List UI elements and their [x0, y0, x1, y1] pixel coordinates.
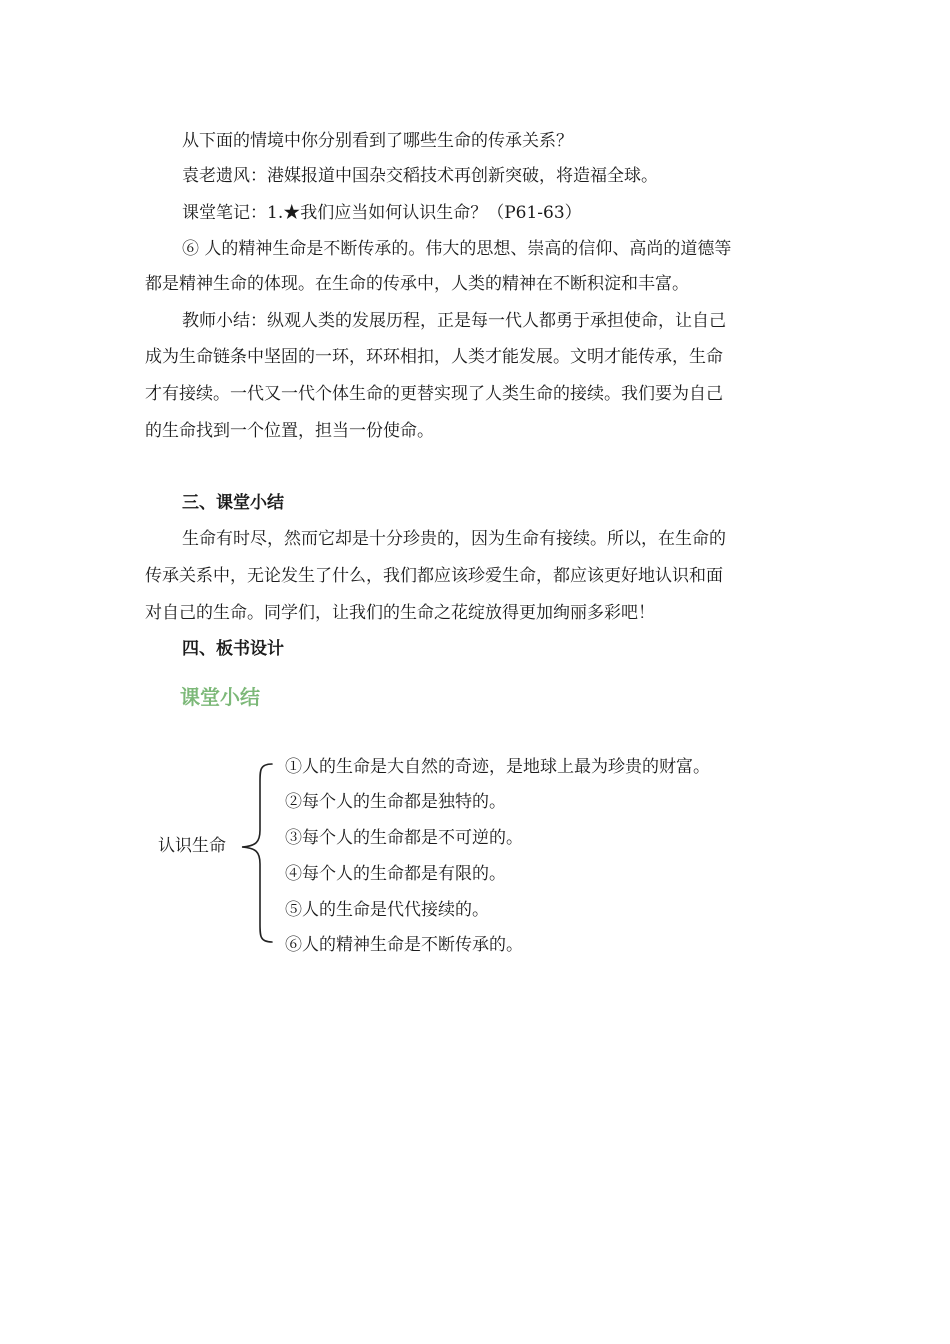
teacher-line-3: 才有接续。一代又一代个体生命的更替实现了人类生命的接续。我们要为自己	[145, 384, 723, 404]
teacher-line-4: 的生命找到一个位置，担当一份使命。	[145, 421, 434, 441]
teacher-line-2: 成为生命链条中坚固的一环，环环相扣，人类才能发展。文明才能传承，生命	[145, 347, 723, 367]
board-branch-6: ⑥人的精神生命是不断传承的。	[285, 935, 523, 955]
note-title: 课堂笔记：1.★我们应当如何认识生命？（P61-63）	[182, 203, 582, 223]
board-root-label: 认识生命	[158, 836, 226, 856]
board-branch-4: ④每个人的生命都是有限的。	[285, 864, 506, 884]
board-branch-5: ⑤人的生命是代代接续的。	[285, 900, 489, 920]
section3-line-1: 生命有时尽，然而它却是十分珍贵的，因为生命有接续。所以，在生命的	[182, 529, 726, 549]
teacher-line-1: 教师小结：纵观人类的发展历程，正是每一代人都勇于承担使命，让自己	[182, 311, 726, 331]
section3-line-3: 对自己的生命。同学们，让我们的生命之花绽放得更加绚丽多彩吧！	[145, 603, 655, 623]
board-branch-3: ③每个人的生命都是不可逆的。	[285, 828, 523, 848]
situation-text: 袁老遗风：港媒报道中国杂交稻技术再创新突破，将造福全球。	[182, 166, 658, 186]
board-title: 课堂小结	[180, 685, 260, 709]
note-line-2: 都是精神生命的体现。在生命的传承中，人类的精神在不断积淀和丰富。	[145, 274, 689, 294]
section3-heading: 三、课堂小结	[182, 493, 284, 513]
section4-heading: 四、板书设计	[182, 639, 284, 659]
section3-line-2: 传承关系中，无论发生了什么，我们都应该珍爱生命，都应该更好地认识和面	[145, 566, 723, 586]
brace-icon	[236, 758, 276, 948]
note-line-1: ⑥ 人的精神生命是不断传承的。伟大的思想、崇高的信仰、高尚的道德等	[182, 239, 732, 259]
question-text: 从下面的情境中你分别看到了哪些生命的传承关系？	[182, 131, 573, 151]
board-branch-2: ②每个人的生命都是独特的。	[285, 792, 506, 812]
board-branch-1: ①人的生命是大自然的奇迹，是地球上最为珍贵的财富。	[285, 757, 710, 777]
